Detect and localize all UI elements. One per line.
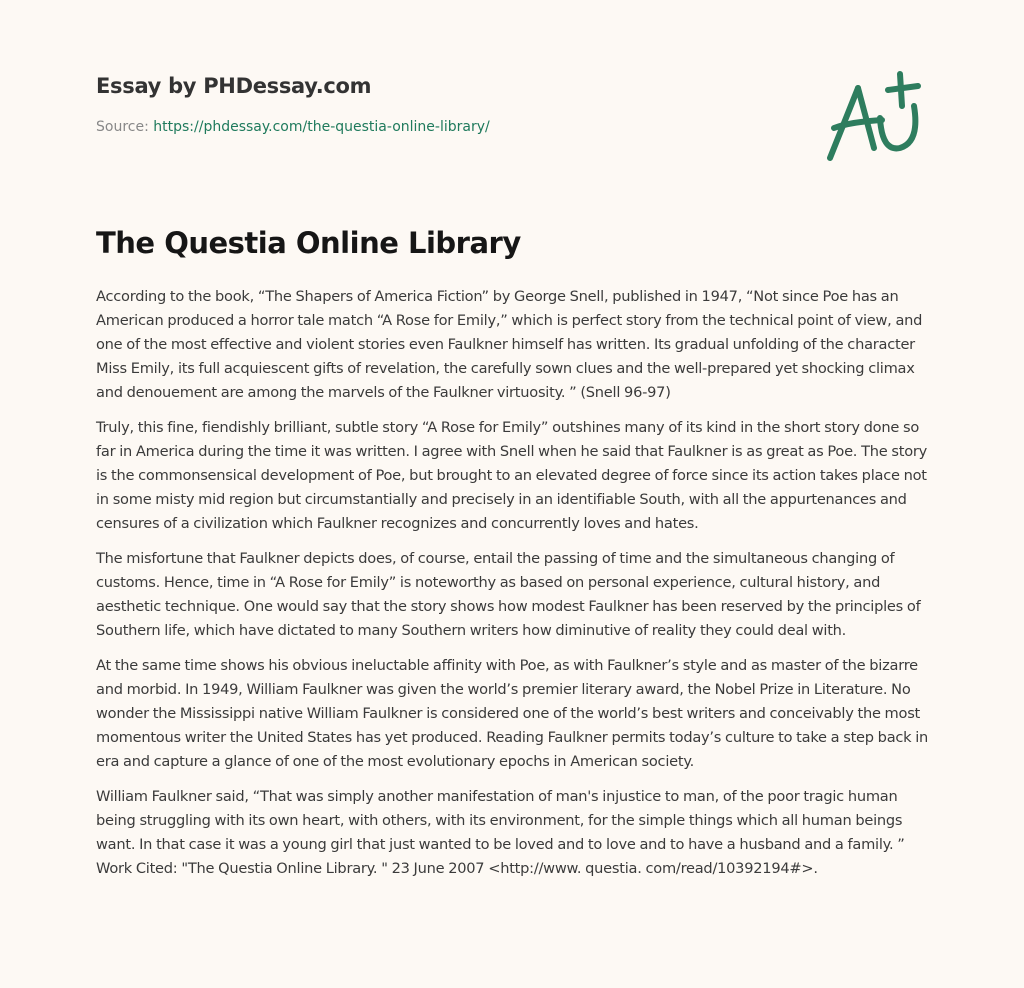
paragraph: The misfortune that Faulkner depicts does, of course, entail the passing of time and the simultaneous changing of customs. Hence, time in “A Rose for Emily” is noteworthy as based on personal experience, cultural history, and aesthetic technique. One would say that the story shows how modest Faulkner has been reserved by the principles of Southern life, which have dictated to many Southern writers how diminutive of reality they could deal with. [96, 550, 921, 639]
paragraph: William Faulkner said, “That was simply another manifestation of man's injustice to man, of the poor tragic human being struggling with its own heart, with others, with its environment, for the simple things which all human beings want. In that case it was a young girl that just wanted to be loved and to love and to have a husband and a family. ” Work Cited: "The Questia Online Library. " 23 June 2007 <http://www. questia. com/read/10392194#>. [96, 788, 905, 877]
source-link[interactable]: https://phdessay.com/the-questia-online-library/ [153, 119, 490, 135]
a-plus-grade-icon [820, 66, 930, 166]
page-header [96, 74, 928, 135]
paragraph: At the same time shows his obvious ineluctable affinity with Poe, as with Faulkner’s style and as master of the bizarre and morbid. In 1949, William Faulkner was given the world’s premier literary award, the Nobel Prize in Literature. No wonder the Mississippi native William Faulkner is considered one of the world’s best writers and conceivably the most momentous writer the United States has yet produced. Reading Faulkner permits today’s culture to take a step back in era and capture a glance of one of the most evolutionary epochs in American society. [96, 657, 929, 770]
article-body [96, 285, 934, 892]
source-line [96, 119, 928, 135]
brand-title: Essay by PHDessay.com [96, 74, 372, 98]
paragraph: According to the book, “The Shapers of America Fiction” by George Snell, published in 1947, “Not since Poe has an American produced a horror tale match “A Rose for Emily,” which is perfect story from the technical point of view, and one of the most effective and violent stories even Faulkner himself has written. Its gradual unfolding of the character Miss Emily, its full acquiescent gifts of revelation, the carefully sown clues and the well-prepared yet shocking climax and denouement are among the marvels of the Faulkner virtuosity. ” (Snell 96-97) [96, 288, 923, 401]
article-title: The Questia Online Library [96, 226, 521, 260]
paragraph: Truly, this fine, fiendishly brilliant, subtle story “A Rose for Emily” outshines many of its kind in the short story done so far in America during the time it was written. I agree with Snell when he said that Faulkner is as great as Poe. The story is the commonsensical development of Poe, but brought to an elevated degree of force since its action takes place not in some misty mid region but circumstantially and precisely in an identifiable South, with all the appurtenances and censures of a civilization which Faulkner recognizes and concurrently loves and hates. [96, 419, 928, 532]
source-label: Source: [96, 119, 154, 135]
